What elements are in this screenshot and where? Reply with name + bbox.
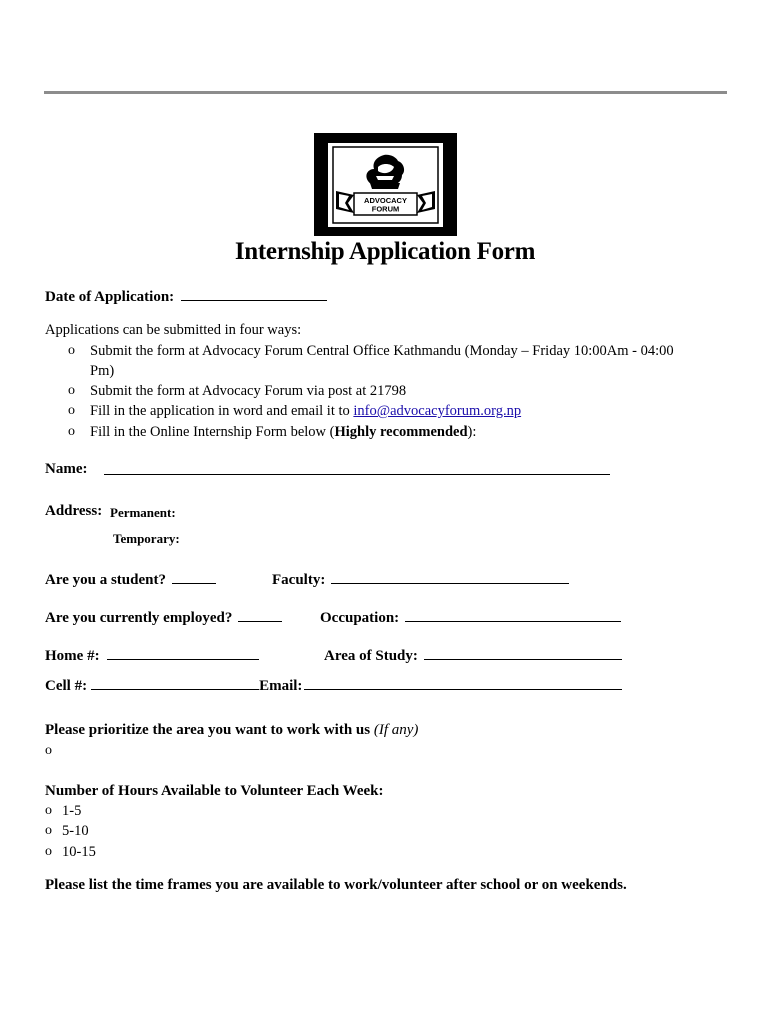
bullet-glyph: o (68, 343, 75, 358)
bullet-glyph: o (68, 383, 75, 398)
advocacy-forum-logo (314, 133, 457, 236)
address-label: Address: (45, 503, 103, 519)
priority-note: (If any) (373, 722, 419, 738)
submission-intro: Applications can be submitted in four ways: (45, 322, 302, 338)
hours-option-1: 1-5 (62, 803, 82, 819)
area-of-study-row (324, 645, 622, 665)
student-field[interactable] (172, 569, 216, 584)
employed-label: Are you currently employed? (45, 610, 233, 626)
permanent-label: Permanent: (110, 505, 176, 520)
submission-item-4-text: Fill in the Online Internship Form below ( (90, 424, 335, 440)
submission-item-4 (90, 424, 476, 441)
email-label: Email: (259, 678, 303, 694)
hours-option-checkbox[interactable]: o (45, 844, 52, 859)
occupation-label: Occupation: (320, 610, 400, 626)
submission-item-1-line2: Pm) (90, 363, 115, 379)
bullet-glyph: o (68, 424, 75, 439)
name-label: Name: (45, 461, 88, 477)
cell-label: Cell #: (45, 678, 88, 694)
priority-label: Please prioritize the area you want to work with us (45, 722, 371, 738)
submission-item-3 (90, 403, 521, 420)
area-of-study-label: Area of Study: (324, 648, 418, 664)
student-label: Are you a student? (45, 572, 166, 588)
highly-recommended: Highly recommended (334, 424, 468, 440)
submission-item-3-text: Fill in the application in word and email it to (90, 403, 354, 419)
submission-item-1-line1: Submit the form at Advocacy Forum Central Office Kathmandu (Monday – Friday 10:00Am - 04:00 (90, 343, 674, 359)
email-link[interactable]: info@advocacyforum.org.np (353, 403, 522, 419)
date-label: Date of Application: (45, 289, 175, 305)
hours-option-checkbox[interactable]: o (45, 823, 52, 838)
cell-field[interactable] (91, 675, 259, 690)
home-row (45, 645, 259, 665)
faculty-field[interactable] (331, 569, 569, 584)
employed-field[interactable] (238, 607, 282, 622)
faculty-label: Faculty: (272, 572, 326, 588)
home-label: Home #: (45, 648, 100, 664)
timeframes-label: Please list the time frames you are available to work/volunteer after school or on weekends. (45, 877, 627, 893)
occupation-row (320, 607, 621, 627)
student-row (45, 569, 216, 589)
faculty-row (272, 569, 569, 589)
priority-option-checkbox[interactable]: o (45, 743, 52, 758)
date-field[interactable] (181, 286, 327, 301)
occupation-field[interactable] (405, 607, 621, 622)
hours-option-3: 10-15 (62, 844, 96, 860)
hours-option-checkbox[interactable]: o (45, 803, 52, 818)
name-field[interactable] (104, 460, 610, 475)
email-field[interactable] (304, 675, 622, 690)
header-rule (44, 91, 727, 94)
hours-label: Number of Hours Available to Volunteer Each Week: (45, 783, 384, 799)
hours-option-2: 5-10 (62, 823, 89, 839)
home-field[interactable] (107, 645, 259, 660)
logo-text-line2: FORUM (371, 204, 400, 214)
logo-text-line1: ADVOCACY (364, 196, 407, 205)
priority-row (45, 722, 418, 739)
temporary-label: Temporary: (113, 531, 180, 546)
employed-row (45, 607, 282, 627)
bullet-glyph: o (68, 403, 75, 418)
date-row (45, 286, 327, 306)
cell-email-row (45, 675, 622, 695)
page-title: Internship Application Form (234, 238, 536, 265)
submission-item-2: Submit the form at Advocacy Forum via post at 21798 (90, 383, 407, 399)
area-of-study-field[interactable] (424, 645, 622, 660)
submission-item-4-suffix: ): (467, 424, 477, 440)
